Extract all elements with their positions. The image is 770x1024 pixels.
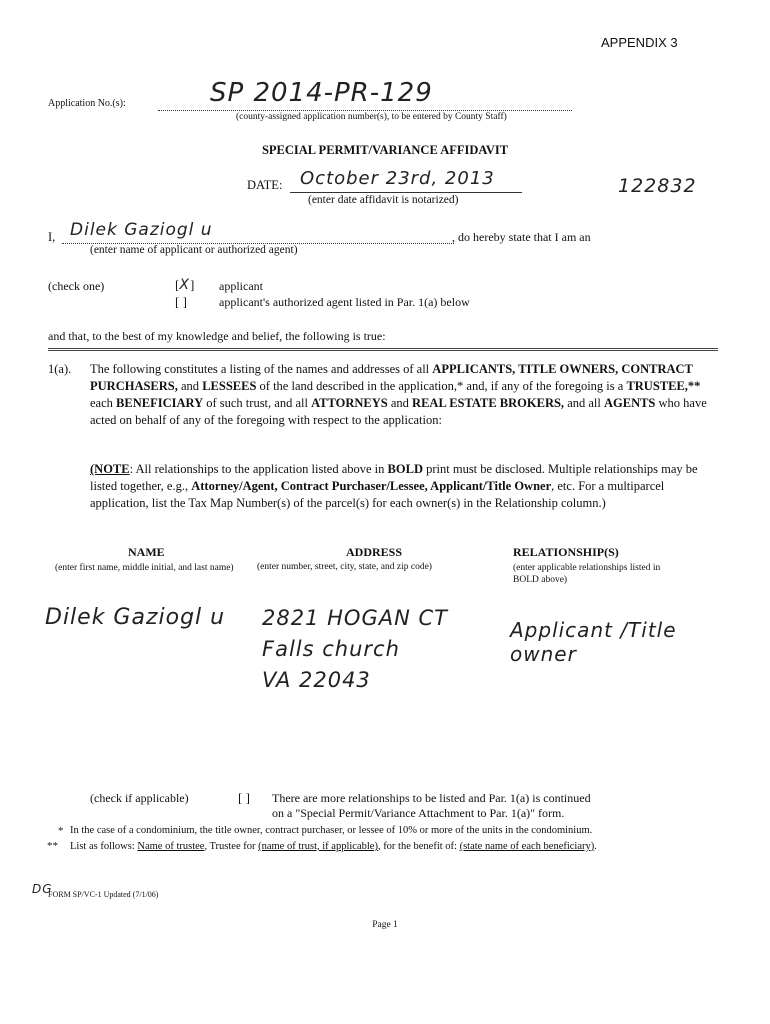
para-1a: The following constitutes a listing of the names and addresses of all APPLICANTS, TITLE OWNERS, CONTRACT PURCHASERS, and LESSEES of the land described in the application,* and, if any of the foregoing is a TRUSTEE,** each BENEFICIARY of such trust, and all ATTORNEYS and REAL ESTATE BROKERS, and all AGENTS who have acted on behalf of any of the foregoing with respect to the application: — [90, 362, 707, 427]
i-prefix: I, — [48, 230, 56, 244]
date-note: (enter date affidavit is notarized) — [308, 194, 459, 206]
address-column-header: ADDRESS — [346, 545, 403, 559]
check-one-label: (check one) — [48, 279, 105, 293]
check-applicable-label: (check if applicable) — [90, 791, 189, 805]
date-value: October 23rd, 2013 — [300, 168, 495, 189]
date-label: DATE: — [247, 178, 283, 192]
entry-address-line2: Falls church — [262, 637, 400, 661]
applicant-label: applicant — [219, 279, 263, 293]
entry-address-line1: 2821 HOGAN CT — [262, 606, 448, 630]
applicant-checkbox[interactable]: [X] — [175, 277, 195, 293]
date-line — [290, 192, 522, 193]
side-number: 122832 — [618, 175, 697, 197]
page-number: Page 1 — [372, 920, 398, 930]
continued-line2: on a "Special Permit/Variance Attachment to Par. 1(a)" form. — [272, 806, 565, 820]
entry-address — [262, 603, 448, 696]
name-note: (enter name of applicant or authorized agent) — [90, 244, 298, 256]
agent-label: applicant's authorized agent listed in Par. 1(a) below — [219, 295, 470, 309]
continuation-checkbox[interactable]: [ ] — [238, 790, 250, 805]
name-column-note: (enter first name, middle initial, and last name) — [55, 563, 234, 573]
initials: DG — [32, 882, 53, 896]
footnote1-mark: * — [58, 825, 64, 837]
application-no-note: (county-assigned application number(s), to be entered by County Staff) — [236, 112, 507, 122]
entry-name: Dilek Gaziogl u — [45, 605, 226, 630]
footnote2-text: List as follows: Name of trustee, Trustee for (name of trust, if applicable), for the benefit of: (state name of each beneficiary). — [70, 841, 597, 852]
form-code: FORM SP/VC-1 Updated (7/1/06) — [48, 890, 159, 899]
note-paragraph: (NOTE: All relationships to the application listed above in BOLD print must be disclosed. Multiple relationships may be listed together, e.g., Attorney/Agent, Contract Purchaser/Lessee, Applicant/Title Owner, etc. For a multiparcel application, list the Tax Map Number(s) of the parcel(s) for each owner(s) in the Relationship column.) — [90, 462, 698, 510]
application-no-line — [158, 110, 572, 111]
footnote2-mark: ** — [47, 840, 58, 852]
agent-checkbox[interactable]: [ ] — [175, 294, 187, 309]
application-no-label: Application No.(s): — [48, 98, 126, 109]
address-column-note: (enter number, street, city, state, and zip code) — [257, 562, 432, 572]
entry-relationship: Applicant /Title owner — [510, 618, 677, 666]
footnote1-text: In the case of a condominium, the title owner, contract purchaser, or lessee of 10% or more of the units in the condominium. — [70, 825, 593, 836]
application-no-value: SP 2014-PR-129 — [210, 78, 433, 108]
entry-address-line3: VA 22043 — [262, 668, 371, 692]
name-suffix: , do hereby state that I am an — [452, 230, 591, 244]
relationship-column-header: RELATIONSHIP(S) — [513, 545, 619, 559]
continued-line1: There are more relationships to be listed and Par. 1(a) is continued — [272, 791, 591, 805]
para-number: 1(a). — [48, 362, 72, 376]
divider — [48, 348, 718, 351]
relationship-column-note: (enter applicable relationships listed in BOLD above) — [513, 563, 661, 585]
page-title: SPECIAL PERMIT/VARIANCE AFFIDAVIT — [261, 143, 509, 157]
applicant-check-mark: X — [179, 277, 190, 293]
appendix-label: APPENDIX 3 — [601, 35, 678, 50]
affiant-name: Dilek Gaziogl u — [70, 220, 213, 240]
name-column-header: NAME — [128, 545, 165, 559]
belief-text: and that, to the best of my knowledge and belief, the following is true: — [48, 329, 386, 343]
